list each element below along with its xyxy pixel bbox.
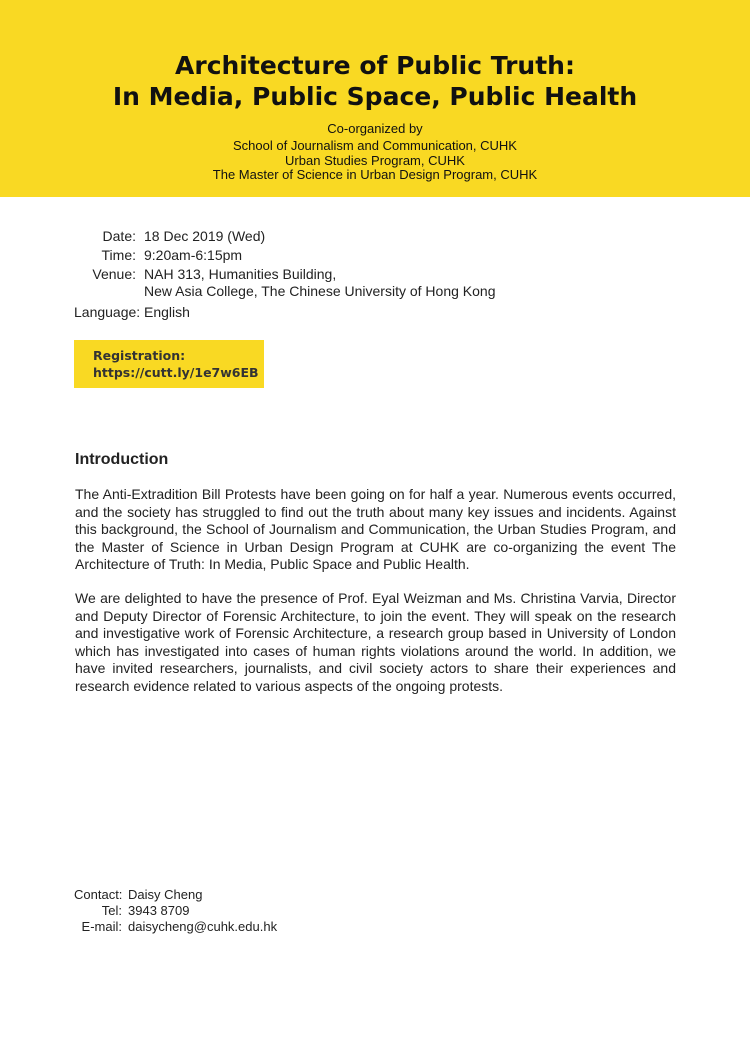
time-label: Time:	[101, 247, 136, 263]
introduction-paragraph-1: The Anti-Extradition Bill Protests have been going on for half a year. Numerous events occurred, and the society has struggled to find out the truth about many key issues and incidents. Against this background, the School of Journalism and Communication, the Urban Studies Program, and the Master of Science in Urban Design Program at CUHK are co-organizing the event The Architecture of Truth: In Media, Public Space and Public Health.	[75, 486, 676, 572]
venue-line2: New Asia College, The Chinese University of Hong Kong	[144, 283, 496, 299]
introduction-heading: Introduction	[75, 451, 169, 468]
language-label: Language:	[74, 304, 141, 320]
introduction-paragraph-2: We are delighted to have the presence of Prof. Eyal Weizman and Ms. Christina Varvia, Director and Deputy Director of Forensic Architecture, to join the event. They will speak on the research and investigative work of Forensic Architecture, a research group based in University of London which has investigated into cases of human rights violations around the world. In addition, we have invited researchers, journalists, and civil society actors to share their experiences and research evidence related to various aspects of the ongoing protests.	[75, 590, 676, 694]
organizer-item: The Master of Science in Urban Design Program, CUHK	[212, 167, 538, 182]
date-value: 18 Dec 2019 (Wed)	[144, 228, 266, 244]
detail-language	[74, 304, 495, 321]
detail-time	[74, 247, 495, 264]
contact-info	[74, 887, 277, 935]
coorganized-label: Co-organized by	[327, 121, 423, 136]
tel-label: Tel:	[101, 903, 122, 918]
email-label: E-mail:	[81, 919, 122, 934]
venue-label: Venue:	[92, 266, 136, 282]
venue-line1: NAH 313, Humanities Building,	[144, 266, 337, 282]
contact-person-row	[74, 887, 277, 903]
event-details	[74, 228, 495, 323]
organizer-list	[0, 139, 750, 183]
event-title-line2: In Media, Public Space, Public Health	[112, 82, 638, 111]
detail-venue	[74, 266, 495, 300]
time-value: 9:20am-6:15pm	[144, 247, 243, 263]
organizer-item: Urban Studies Program, CUHK	[285, 152, 465, 168]
registration-box	[74, 340, 264, 388]
email-value[interactable]: daisycheng@cuhk.edu.hk	[128, 919, 278, 934]
contact-value: Daisy Cheng	[128, 887, 203, 902]
date-label: Date:	[102, 228, 136, 244]
tel-value: 3943 8709	[128, 903, 190, 918]
event-title	[0, 50, 750, 112]
organizer-item: School of Journalism and Communication, CUHK	[233, 138, 517, 153]
venue-value	[144, 266, 495, 300]
registration-label: Registration:	[93, 348, 186, 363]
registration-link[interactable]: https://cutt.ly/1e7w6EB	[93, 365, 259, 380]
contact-label: Contact:	[74, 887, 123, 902]
header-banner	[0, 0, 750, 197]
event-title-line1: Architecture of Public Truth:	[175, 51, 575, 80]
contact-tel-row	[74, 903, 277, 919]
language-value: English	[144, 304, 190, 320]
contact-email-row	[74, 919, 277, 935]
detail-date	[74, 228, 495, 245]
